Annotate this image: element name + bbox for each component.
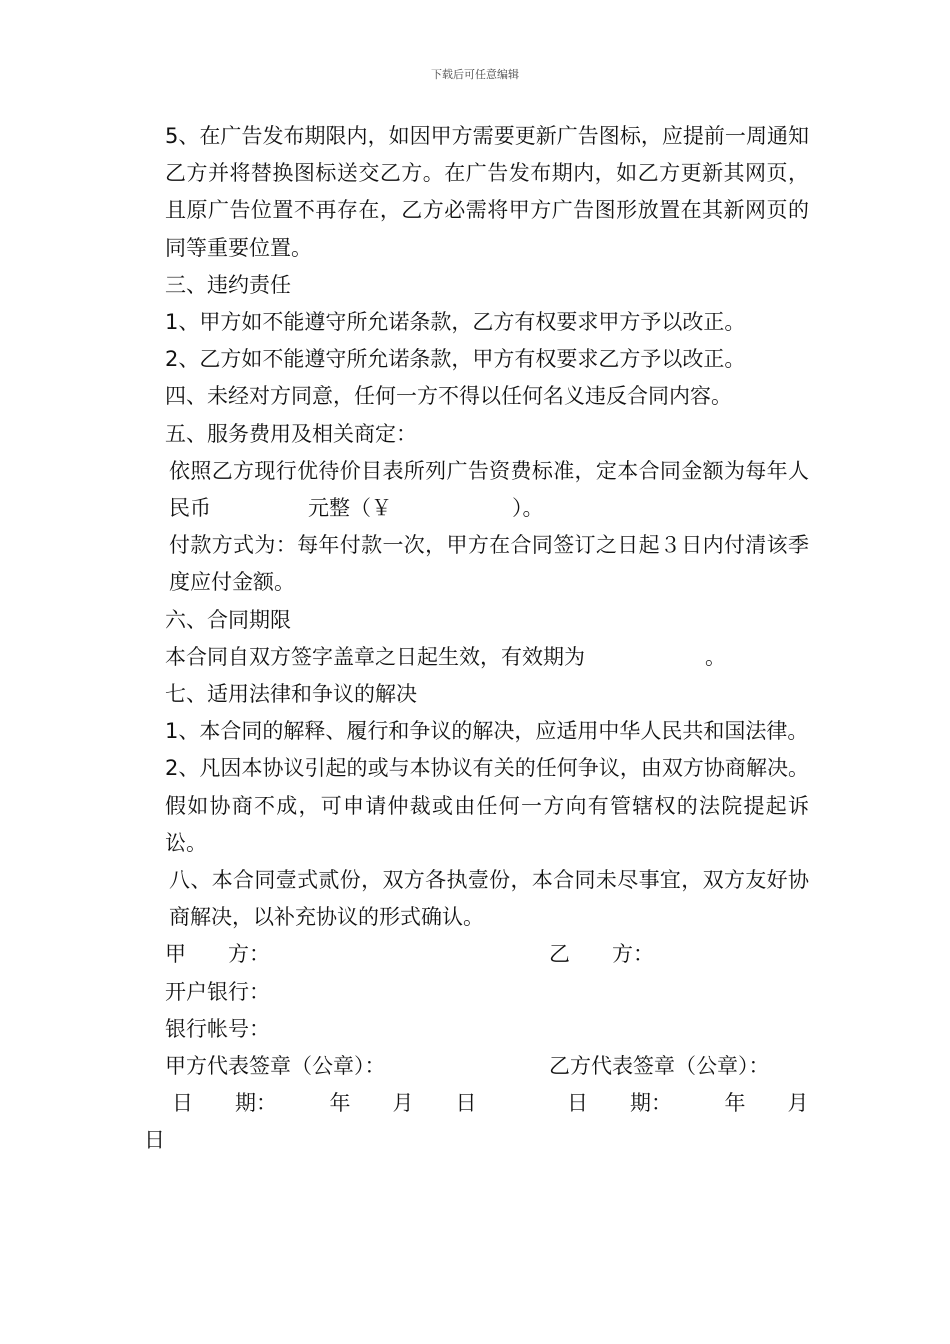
account-row xyxy=(144,1011,809,1048)
account-label: 银行帐号： xyxy=(165,1016,270,1041)
page-header: 下载后可任意编辑 xyxy=(431,68,519,81)
date-a-label: 日 期： 年 月 日 xyxy=(172,1091,477,1116)
representative-row xyxy=(144,1048,809,1085)
date-b-day-label: 日 xyxy=(144,1128,165,1153)
section-3-title: 三、违约责任 xyxy=(165,272,291,297)
contract-body xyxy=(144,118,809,1160)
section-5-payment: 付款方式为：每年付款一次，甲方在合同签订之日起３日内付清该季度应付金额。 xyxy=(169,533,809,595)
party-b-label: 乙 方： xyxy=(549,942,654,967)
section-5-title: 五、服务费用及相关商定： xyxy=(165,421,417,446)
date-b-label: 日 期： 年 月 xyxy=(567,1091,809,1116)
section-3-item-2: 2、乙方如不能遵守所允诺条款，甲方有权要求乙方予以改正。 xyxy=(165,347,746,372)
section-3-item-1: 1、甲方如不能遵守所允诺条款，乙方有权要求甲方予以改正。 xyxy=(165,310,746,335)
bank-row xyxy=(144,974,809,1011)
party-row xyxy=(144,936,809,973)
date-row xyxy=(144,1085,809,1122)
party-a-label: 甲 方： xyxy=(165,942,270,967)
clause-5: 5、在广告发布期限内，如因甲方需要更新广告图标，应提前一周通知乙方并将替换图标送交乙方。在广告发布期内，如乙方更新其网页，且原广告位置不再存在，乙方必需将甲方广告图形放置在其新网页的同等重要位置。 xyxy=(165,124,809,260)
section-7-title: 七、适用法律和争议的解决 xyxy=(165,682,417,707)
amount-text-b: 元整（￥ xyxy=(308,496,392,521)
amount-text-a: 依照乙方现行优待价目表所列广告资费标准，定本合同金额为每年人民币 xyxy=(169,458,809,521)
amount-text-c: ）。 xyxy=(512,496,544,521)
rep-b-label: 乙方代表签章（公章）： xyxy=(549,1054,770,1079)
term-text-a: 本合同自双方签字盖章之日起生效，有效期为 xyxy=(165,644,585,669)
term-text-b: 。 xyxy=(705,644,726,669)
section-4: 四、未经对方同意，任何一方不得以任何名义违反合同内容。 xyxy=(165,384,732,409)
section-6-text xyxy=(144,639,809,676)
date-wrap-row xyxy=(144,1122,809,1159)
section-8: 八、本合同壹式贰份，双方各执壹份，本合同未尽事宜，双方友好协商解决，以补充协议的形式确认。 xyxy=(169,868,809,930)
section-7-item-1: 1、本合同的解释、履行和争议的解决，应适用中华人民共和国法律。 xyxy=(165,719,809,744)
section-7-item-2: 2、凡因本协议引起的或与本协议有关的任何争议，由双方协商解决。假如协商不成，可申请仲裁或由任何一方向有管辖权的法院提起诉讼。 xyxy=(165,756,809,855)
section-5-amount xyxy=(144,453,809,527)
section-6-title: 六、合同期限 xyxy=(165,607,291,632)
rep-a-label: 甲方代表签章（公章）： xyxy=(165,1054,386,1079)
bank-label: 开户银行： xyxy=(165,979,270,1004)
